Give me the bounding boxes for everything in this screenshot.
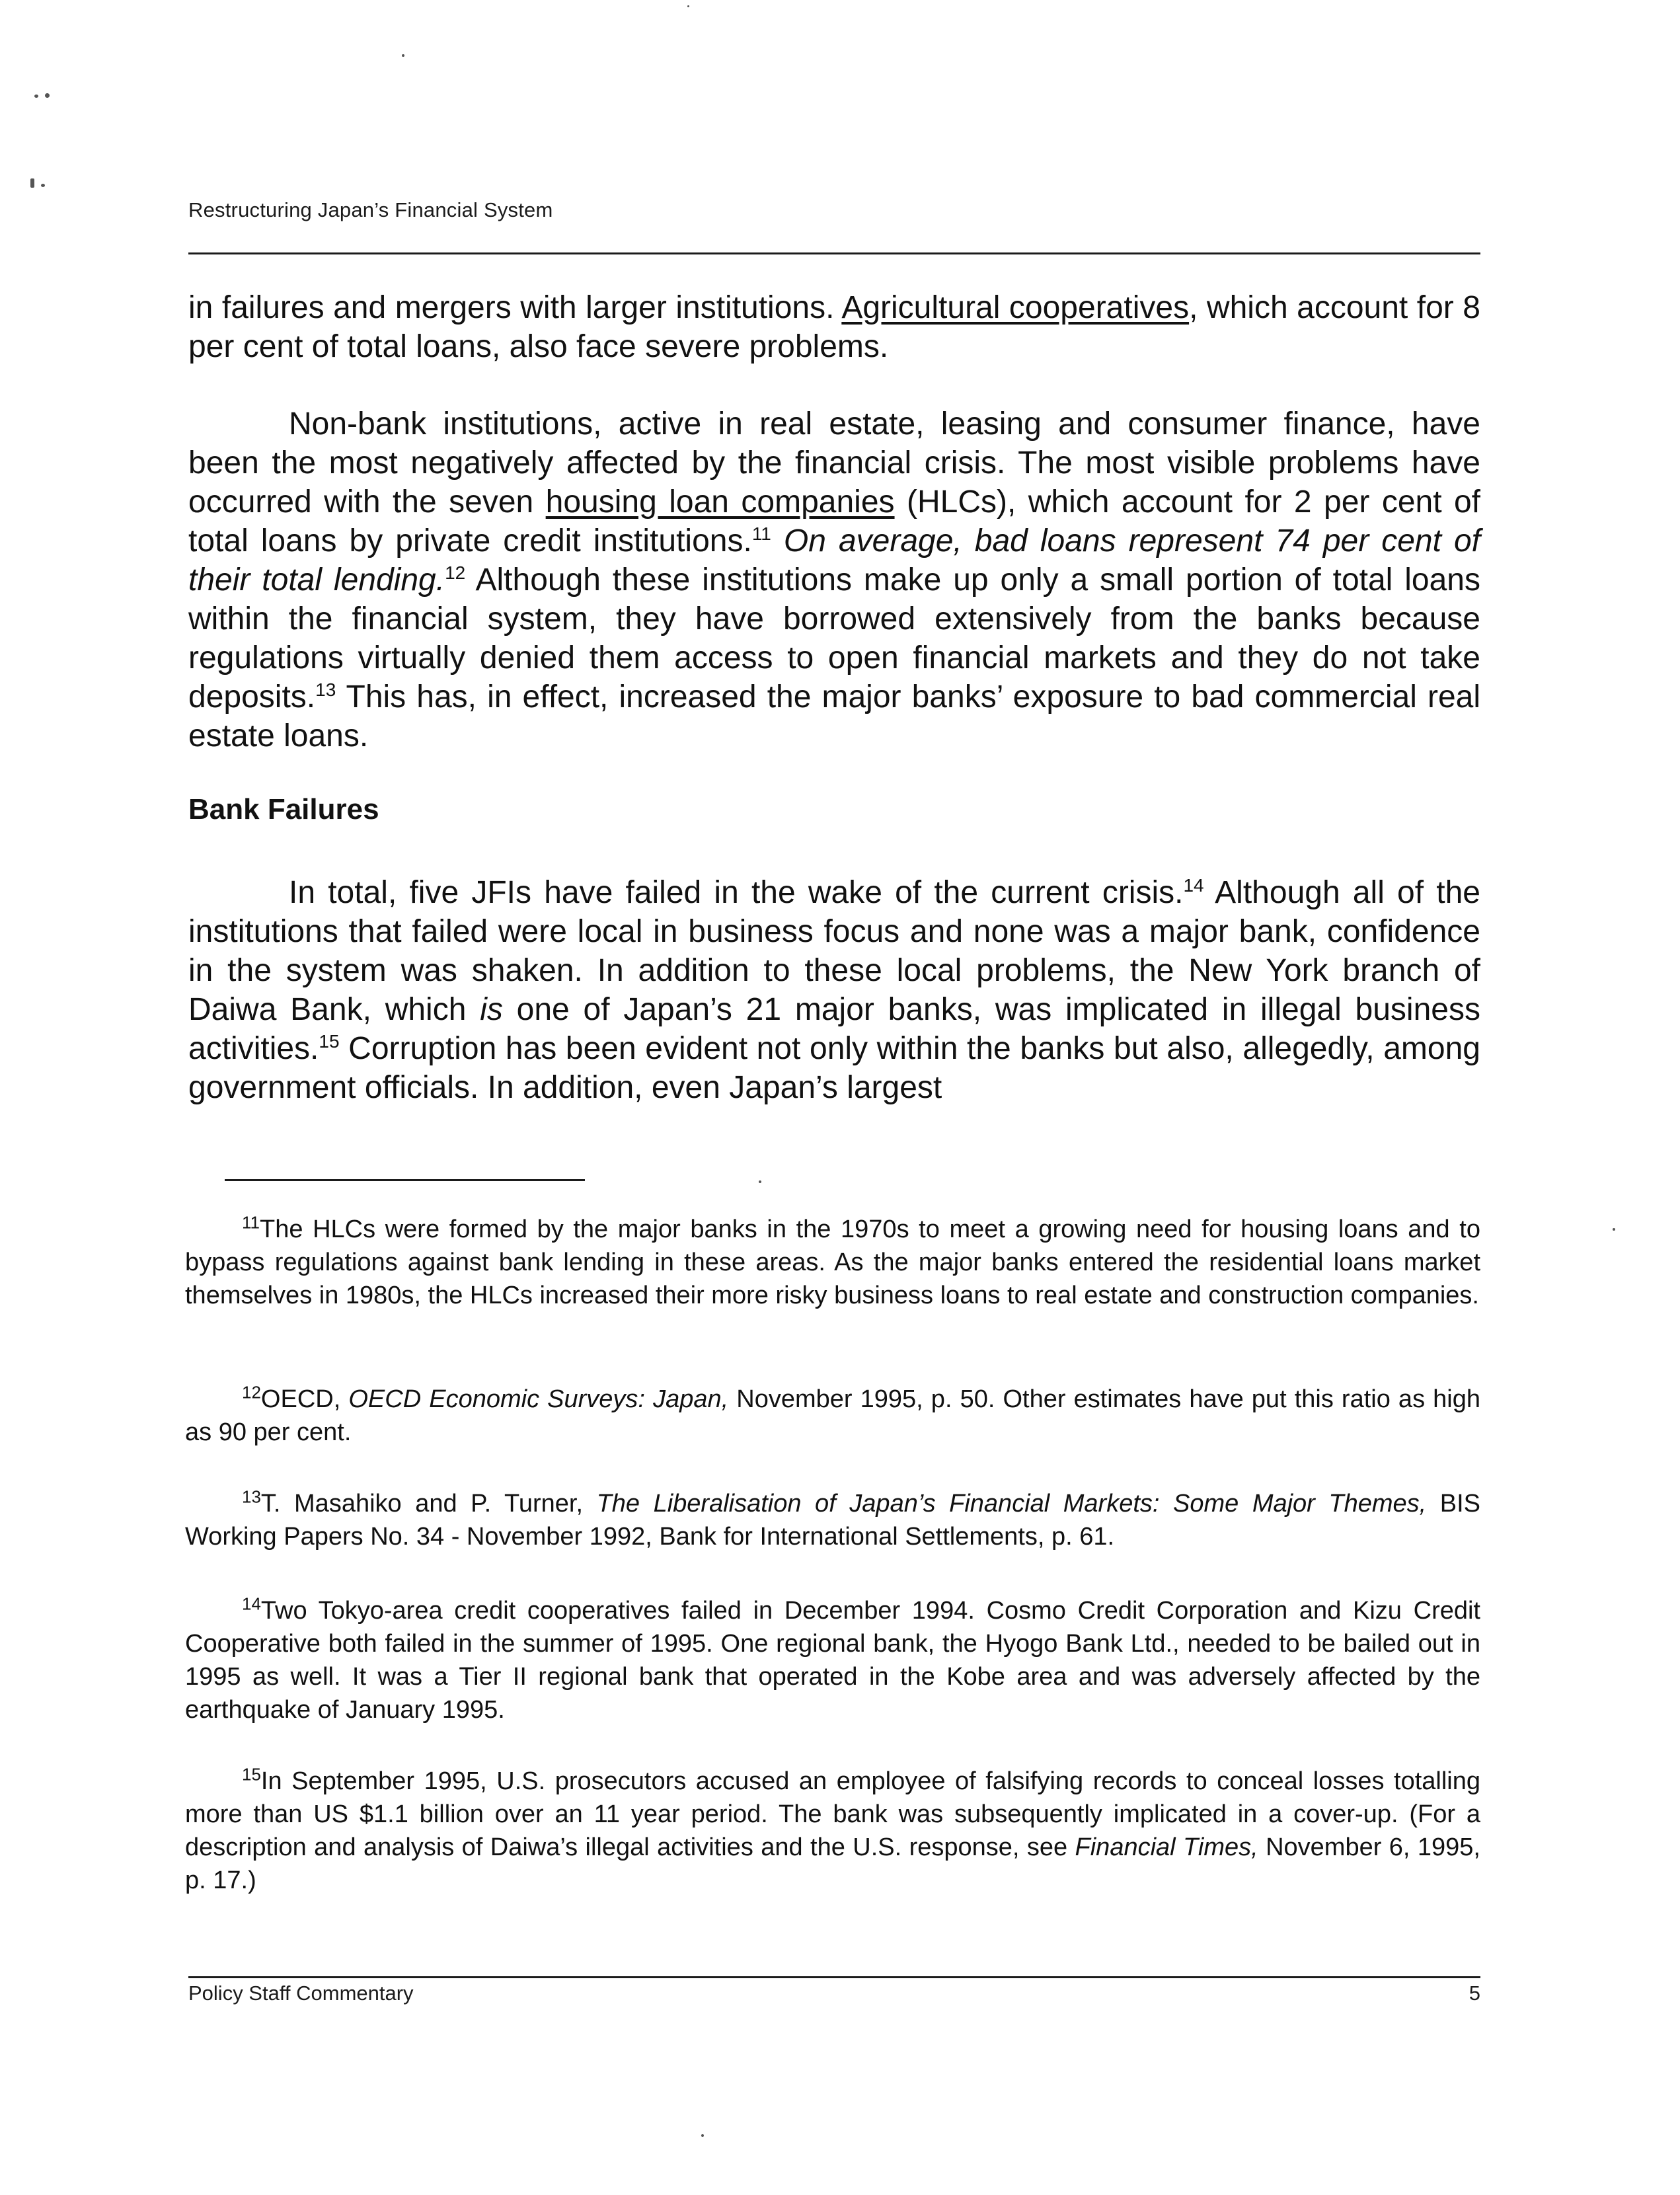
citation-title: Financial Times, xyxy=(1075,1833,1258,1861)
footnote-separator xyxy=(225,1179,585,1181)
header-rule xyxy=(188,252,1480,254)
footnote-text: The HLCs were formed by the major banks in the 1970s to meet a growing need for housing loans and to bypass regulations against bank lending in these areas. As the major banks entered the residential loans market themselves in 1980s, the HLCs increased their more risky business loans to real estate and construction companies. xyxy=(185,1215,1480,1309)
text-run: in failures and mergers with larger institutions. xyxy=(188,290,842,325)
footnote-text: OECD, xyxy=(260,1385,349,1413)
text-run: Although all of the institutions that failed were local in business focus and none was a major bank, confidence in the system was shaken. In addition to these local problems, the New York branch of Daiwa Bank, which xyxy=(188,875,1480,1027)
footnote-13 xyxy=(185,1487,1480,1553)
text-run: Although these institutions make up only a small portion of total loans within the financial system, they have borrowed extensively from the banks because regulations virtually denied them access to open financial markets and they do not take deposits. xyxy=(188,562,1481,714)
text-run: (HLCs), which account for 2 per cent of total loans by private credit institutions. xyxy=(188,484,1481,558)
page-number: 5 xyxy=(1469,1982,1480,2005)
text-run: Corruption has been evident not only within the banks but also, allegedly, among government officials. In addition, even Japan’s largest xyxy=(188,1031,1480,1105)
citation-title: The Liberalisation of Japan’s Financial Markets: Some Major Themes, xyxy=(596,1490,1427,1518)
text-run: This has, in effect, increased the major banks’ exposure to bad commercial real estate loans. xyxy=(188,679,1480,753)
scan-speck xyxy=(402,54,404,57)
running-header: Restructuring Japan’s Financial System xyxy=(188,198,553,221)
footnote-12 xyxy=(185,1383,1480,1449)
scan-speck xyxy=(45,93,50,98)
footnote-14 xyxy=(185,1594,1480,1726)
text-run: , which account for 8 per cent of total loans, also face severe problems. xyxy=(188,290,1480,364)
scan-speck xyxy=(701,2134,704,2137)
text-run: one of Japan’s 21 major banks, was implicated in illegal business activities. xyxy=(188,992,1480,1066)
footer-rule xyxy=(188,1976,1480,1978)
footnote-text: BIS Working Papers No. 34 - November 1992, Bank for International Settlements, p. 61. xyxy=(185,1490,1481,1551)
footnote-ref-11: 11 xyxy=(751,523,771,544)
footnote-15 xyxy=(185,1765,1480,1897)
italic-text: On average, bad loans represent 74 per cent of their total lending. xyxy=(188,523,1480,597)
footnote-number: 14 xyxy=(242,1594,261,1614)
citation-title: OECD Economic Surveys: Japan, xyxy=(348,1385,729,1413)
section-heading: Bank Failures xyxy=(188,793,379,826)
footnote-number: 13 xyxy=(242,1486,261,1507)
italic-text: is xyxy=(480,992,503,1027)
footnote-text: T. Masahiko and P. Turner, xyxy=(260,1490,597,1518)
scan-speck xyxy=(687,5,689,7)
scan-speck xyxy=(30,178,34,188)
footnote-number: 11 xyxy=(242,1212,260,1233)
body-paragraph-2 xyxy=(188,404,1480,755)
footnote-number: 12 xyxy=(242,1382,261,1403)
scan-speck xyxy=(34,95,38,98)
footnote-text: In September 1995, U.S. prosecutors accused an employee of falsifying records to conceal losses totalling more than US $1.1 billion over an 11 year period. The bank was subsequently implicated in a cover-up. (For a description and analysis of Daiwa’s illegal activities and the U.S. response, see xyxy=(185,1767,1480,1861)
footnote-11 xyxy=(185,1213,1480,1312)
underlined-term: Agricultural cooperatives xyxy=(841,290,1190,325)
text-run: In total, five JFIs have failed in the wake of the current crisis. xyxy=(289,875,1184,910)
footnote-text: Two Tokyo-area credit cooperatives failed in December 1994. Cosmo Credit Corporation and Kizu Credit Cooperative both failed in the summer of 1995. One regional bank, the Hyogo Bank Ltd., needed to be bailed out in 1995 as well. It was a Tier II regional bank that operated in the Kobe area and was adversely affected by the earthquake of January 1995. xyxy=(185,1597,1480,1724)
scan-speck xyxy=(759,1180,761,1183)
body-paragraph-1 xyxy=(188,288,1480,366)
running-footer: Policy Staff Commentary xyxy=(188,1982,414,2005)
footnote-number: 15 xyxy=(242,1764,261,1785)
body-paragraph-3 xyxy=(188,873,1480,1107)
footnote-ref-15: 15 xyxy=(319,1031,340,1052)
footnote-text: November 1995, p. 50. Other estimates have put this ratio as high as 90 per cent. xyxy=(185,1385,1480,1446)
footnote-ref-13: 13 xyxy=(315,679,336,700)
footnote-ref-12: 12 xyxy=(445,562,466,583)
text-run: Non-bank institutions, active in real estate, leasing and consumer finance, have been the most negatively affected by the financial crisis. The most visible problems have occurred with the seven xyxy=(188,406,1480,520)
footnote-ref-14: 14 xyxy=(1183,875,1204,896)
footnote-text: November 6, 1995, p. 17.) xyxy=(185,1833,1480,1894)
underlined-term: housing loan companies xyxy=(545,484,895,520)
scan-speck xyxy=(1613,1228,1615,1231)
scan-speck xyxy=(41,184,45,187)
